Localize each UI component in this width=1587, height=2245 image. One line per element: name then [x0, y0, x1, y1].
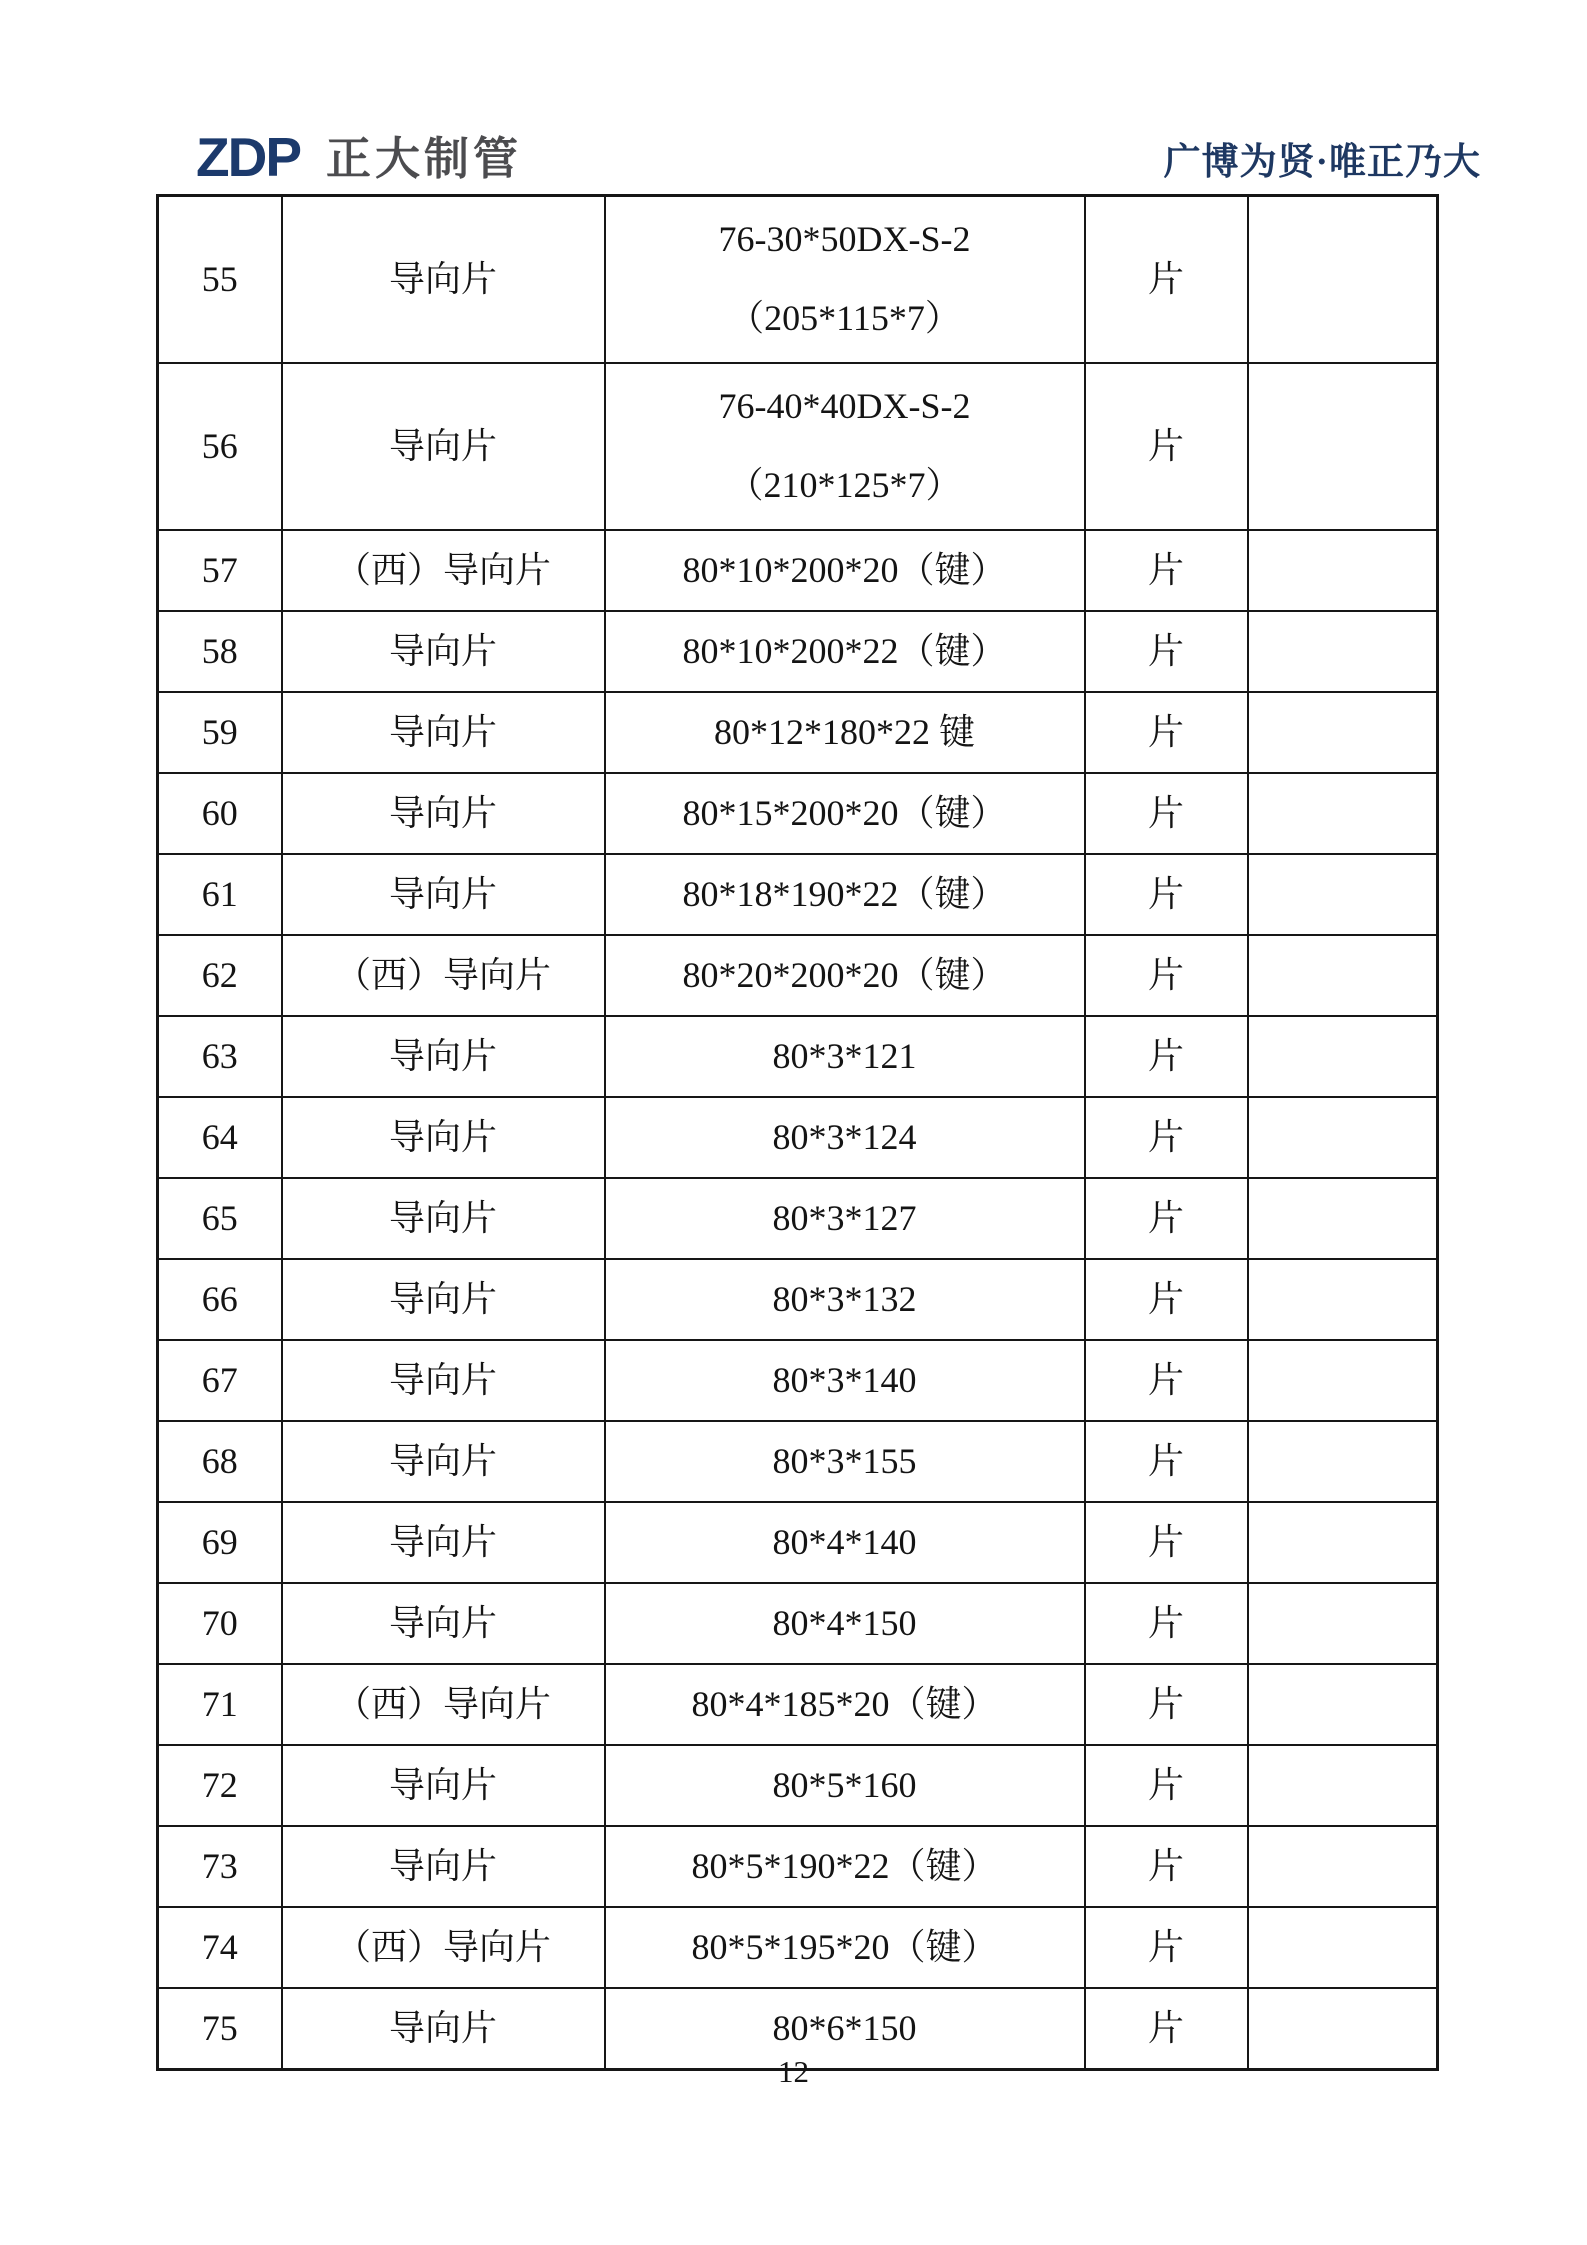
spec-line: 80*6*150: [772, 2007, 917, 2048]
spec-line: 80*3*121: [772, 1035, 917, 1076]
cell-unit: 片: [1085, 773, 1248, 854]
cell-row-number: 63: [158, 1016, 282, 1097]
cell-part-name: 导向片: [282, 1097, 605, 1178]
cell-unit: 片: [1085, 1340, 1248, 1421]
cell-part-name: 导向片: [282, 1016, 605, 1097]
table-row: [158, 1178, 1438, 1259]
cell-part-name: 导向片: [282, 1988, 605, 2070]
cell-spec: [605, 1745, 1085, 1826]
cell-remark: [1248, 611, 1438, 692]
cell-row-number: 58: [158, 611, 282, 692]
cell-row-number: 67: [158, 1340, 282, 1421]
header-tagline: 广博为贤·唯正乃大: [1163, 142, 1481, 183]
cell-part-name: 导向片: [282, 1583, 605, 1664]
spec-line: 76-30*50DX-S-2: [718, 219, 971, 260]
spec-line: 80*5*160: [772, 1764, 917, 1805]
cell-row-number: 74: [158, 1907, 282, 1988]
cell-part-name: 导向片: [282, 1178, 605, 1259]
spec-line: 80*5*190*22（键）: [691, 1845, 998, 1886]
spec-line: 76-40*40DX-S-2: [718, 386, 971, 426]
table-row: [158, 1826, 1438, 1907]
cell-part-name: 导向片: [282, 1826, 605, 1907]
cell-part-name: 导向片: [282, 692, 605, 773]
spec-line: 80*3*124: [772, 1116, 917, 1157]
cell-part-name: 导向片: [282, 611, 605, 692]
table-row: [158, 1583, 1438, 1664]
spec-line: 80*20*200*20（键）: [682, 954, 1007, 995]
table-row: [158, 1097, 1438, 1178]
cell-part-name: 导向片: [282, 773, 605, 854]
spec-line: 80*10*200*22（键）: [682, 630, 1007, 671]
cell-unit: 片: [1085, 1988, 1248, 2070]
cell-row-number: 57: [158, 530, 282, 611]
table-row: [158, 1502, 1438, 1583]
spec-line: 80*4*150: [772, 1602, 917, 1643]
cell-remark: [1248, 1340, 1438, 1421]
parts-table: [156, 194, 1439, 2071]
cell-row-number: 72: [158, 1745, 282, 1826]
cell-row-number: 73: [158, 1826, 282, 1907]
table-row: [158, 1259, 1438, 1340]
spec-line: 80*10*200*20（键）: [682, 549, 1007, 590]
cell-unit: 片: [1085, 611, 1248, 692]
cell-spec: [605, 1907, 1085, 1988]
cell-part-name: （西）导向片: [282, 1907, 605, 1988]
cell-spec: [605, 1097, 1085, 1178]
cell-row-number: 70: [158, 1583, 282, 1664]
cell-spec: [605, 1664, 1085, 1745]
cell-unit: 片: [1085, 1421, 1248, 1502]
cell-remark: [1248, 1178, 1438, 1259]
cell-remark: [1248, 773, 1438, 854]
cell-remark: [1248, 530, 1438, 611]
cell-row-number: 62: [158, 935, 282, 1016]
cell-part-name: （西）导向片: [282, 530, 605, 611]
cell-unit: 片: [1085, 854, 1248, 935]
cell-unit: 片: [1085, 935, 1248, 1016]
cell-spec: [605, 1502, 1085, 1583]
cell-unit: 片: [1085, 1745, 1248, 1826]
cell-part-name: 导向片: [282, 854, 605, 935]
cell-row-number: 55: [158, 196, 282, 363]
cell-remark: [1248, 935, 1438, 1016]
cell-remark: [1248, 196, 1438, 363]
cell-spec: [605, 854, 1085, 935]
cell-row-number: 65: [158, 1178, 282, 1259]
cell-unit: 片: [1085, 1259, 1248, 1340]
table-row: [158, 363, 1438, 530]
cell-part-name: （西）导向片: [282, 935, 605, 1016]
cell-spec: [605, 611, 1085, 692]
cell-unit: 片: [1085, 530, 1248, 611]
spec-line: 80*18*190*22（键）: [682, 873, 1007, 914]
cell-part-name: 导向片: [282, 1745, 605, 1826]
table-row: [158, 1664, 1438, 1745]
cell-unit: 片: [1085, 196, 1248, 363]
table-row: [158, 773, 1438, 854]
cell-remark: [1248, 692, 1438, 773]
cell-unit: 片: [1085, 1826, 1248, 1907]
spec-line: 80*3*132: [772, 1278, 917, 1319]
spec-line: 80*5*195*20（键）: [691, 1926, 998, 1967]
cell-spec: [605, 1421, 1085, 1502]
spec-line: 80*12*180*22 键: [714, 711, 975, 752]
cell-part-name: 导向片: [282, 363, 605, 530]
cell-unit: 片: [1085, 1016, 1248, 1097]
cell-unit: 片: [1085, 1178, 1248, 1259]
cell-row-number: 56: [158, 363, 282, 530]
cell-part-name: 导向片: [282, 1259, 605, 1340]
cell-remark: [1248, 854, 1438, 935]
cell-row-number: 59: [158, 692, 282, 773]
table-row: [158, 196, 1438, 363]
cell-spec: [605, 363, 1085, 530]
spec-line: 80*3*155: [772, 1440, 917, 1481]
company-logo: [196, 126, 523, 188]
cell-part-name: 导向片: [282, 196, 605, 363]
spec-line: 80*3*127: [772, 1197, 917, 1238]
cell-spec: [605, 773, 1085, 854]
cell-remark: [1248, 363, 1438, 530]
cell-spec: [605, 1340, 1085, 1421]
cell-row-number: 61: [158, 854, 282, 935]
table-row: [158, 1340, 1438, 1421]
table-row: [158, 854, 1438, 935]
cell-remark: [1248, 1421, 1438, 1502]
cell-unit: 片: [1085, 1097, 1248, 1178]
cell-part-name: 导向片: [282, 1340, 605, 1421]
spec-line: 80*15*200*20（键）: [682, 792, 1007, 833]
cell-unit: 片: [1085, 1502, 1248, 1583]
cell-spec: [605, 1178, 1085, 1259]
table-row: [158, 611, 1438, 692]
cell-remark: [1248, 1907, 1438, 1988]
spec-line: 80*4*140: [772, 1521, 917, 1562]
cell-spec: [605, 1826, 1085, 1907]
parts-table-body: [158, 196, 1438, 2070]
table-row: [158, 1745, 1438, 1826]
cell-row-number: 60: [158, 773, 282, 854]
cell-remark: [1248, 1664, 1438, 1745]
table-row: [158, 1907, 1438, 1988]
cell-unit: 片: [1085, 1907, 1248, 1988]
table-row: [158, 935, 1438, 1016]
spec-line: 80*4*185*20（键）: [691, 1683, 998, 1724]
cell-remark: [1248, 1259, 1438, 1340]
cell-row-number: 71: [158, 1664, 282, 1745]
cell-remark: [1248, 1745, 1438, 1826]
cell-spec: [605, 530, 1085, 611]
cell-spec: [605, 1259, 1085, 1340]
logo-company-name: 正大制管: [326, 133, 523, 184]
cell-row-number: 64: [158, 1097, 282, 1178]
cell-unit: 片: [1085, 1664, 1248, 1745]
table-row: [158, 1016, 1438, 1097]
cell-spec: [605, 935, 1085, 1016]
cell-row-number: 75: [158, 1988, 282, 2070]
cell-remark: [1248, 1016, 1438, 1097]
cell-remark: [1248, 1097, 1438, 1178]
cell-remark: [1248, 1826, 1438, 1907]
cell-part-name: 导向片: [282, 1421, 605, 1502]
cell-unit: 片: [1085, 692, 1248, 773]
cell-spec: [605, 1583, 1085, 1664]
page-number: 12: [778, 2054, 809, 2089]
cell-unit: 片: [1085, 363, 1248, 530]
spec-line: 80*3*140: [772, 1359, 917, 1400]
cell-spec: [605, 1016, 1085, 1097]
cell-row-number: 69: [158, 1502, 282, 1583]
cell-spec: [605, 196, 1085, 363]
cell-row-number: 68: [158, 1421, 282, 1502]
cell-row-number: 66: [158, 1259, 282, 1340]
table-row: [158, 692, 1438, 773]
table-row: [158, 530, 1438, 611]
spec-line: （210*125*7）: [727, 465, 962, 505]
cell-part-name: 导向片: [282, 1502, 605, 1583]
cell-unit: 片: [1085, 1583, 1248, 1664]
logo-zdp-text: ZDP: [196, 126, 300, 188]
cell-remark: [1248, 1502, 1438, 1583]
cell-spec: [605, 692, 1085, 773]
spec-line: （205*115*7）: [728, 298, 961, 339]
cell-remark: [1248, 1583, 1438, 1664]
table-row: [158, 1421, 1438, 1502]
cell-part-name: （西）导向片: [282, 1664, 605, 1745]
